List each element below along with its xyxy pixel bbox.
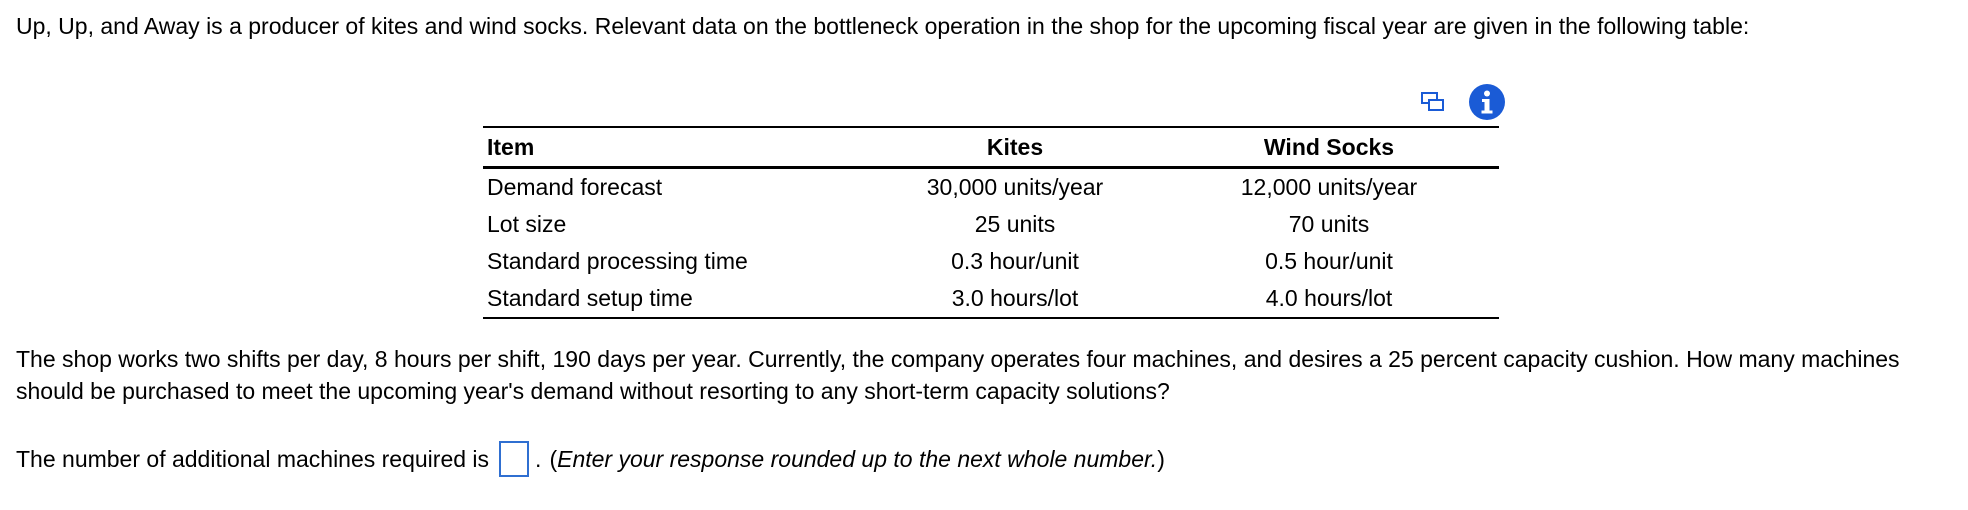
row-label: Lot size [487, 211, 567, 237]
capacity-data-table [483, 126, 1499, 319]
wind-socks-value: 12,000 units/year [1240, 174, 1418, 200]
column-header-item: Item [483, 127, 871, 168]
row-label: Standard setup time [483, 280, 871, 318]
table-row [483, 206, 1499, 243]
kites-value: 0.3 hour/unit [951, 248, 1079, 274]
table-row [483, 168, 1499, 207]
row-label: Standard processing time [487, 248, 748, 274]
column-header-wind-socks: Wind Socks [1159, 127, 1499, 168]
column-header-kites: Kites [871, 127, 1159, 168]
table-row [483, 280, 1499, 318]
hint-open-paren: ( [549, 446, 558, 472]
kites-value: 3.0 hours/lot [871, 280, 1159, 318]
wind-socks-value: 4.0 hours/lot [1159, 280, 1499, 318]
wind-socks-value: 0.5 hour/unit [1265, 248, 1393, 274]
copy-to-clipboard-icon[interactable] [1420, 91, 1446, 113]
kites-value: 25 units [974, 211, 1056, 237]
problem-question: The shop works two shifts per day, 8 hours per shift, 190 days per year. Currently, the company operates four machines, and desires a 25 percent capacity cushion. How many machines should be purchased to meet the upcoming year's demand without resorting to any short-term capacity solutions? [16, 346, 1900, 404]
problem-intro: Up, Up, and Away is a producer of kites and wind socks. Relevant data on the bottleneck operation in the shop for the upcoming fiscal year are given in the following table: [16, 13, 1750, 39]
table-header-row [483, 127, 1499, 168]
info-icon[interactable] [1468, 83, 1506, 121]
toolbar-icons [1420, 82, 1506, 122]
table-row [483, 243, 1499, 280]
answer-input[interactable] [499, 441, 529, 477]
answer-prompt: The number of additional machines required is [16, 446, 490, 472]
hint-close-paren: ) [1157, 446, 1165, 472]
answer-period: . [535, 446, 542, 472]
answer-line [16, 439, 1165, 479]
row-label: Demand forecast [487, 174, 663, 200]
kites-value: 30,000 units/year [926, 174, 1104, 200]
wind-socks-value: 70 units [1288, 211, 1370, 237]
answer-hint: Enter your response rounded up to the next whole number. [557, 446, 1158, 472]
